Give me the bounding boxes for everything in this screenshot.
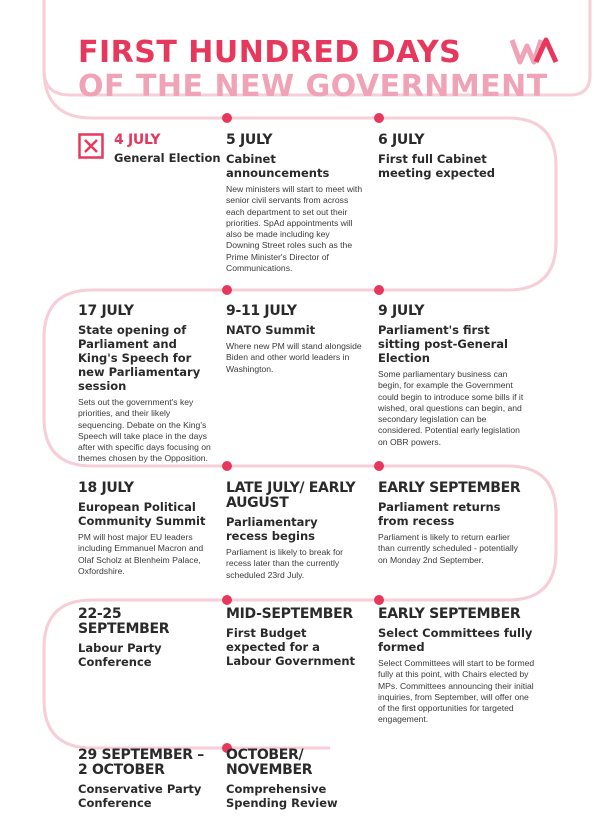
item-heading: First Budget expected for a Labour Government — [226, 626, 356, 668]
item-description: Parliament is likely to break for recess later than the currently scheduled 23rd July. — [226, 547, 344, 580]
item-heading: First full Cabinet meeting expected — [378, 152, 496, 180]
item-date: EARLY SEPTEMBER — [378, 480, 521, 496]
timeline-item-spending-review — [226, 748, 346, 810]
item-date: 29 SEPTEMBER – 2 OCTOBER — [78, 747, 204, 778]
timeline-item-9-july — [378, 304, 526, 448]
item-description: Sets out the government's key priorities, and their likely sequencing. Debate on the King's Speech will take place in the days after with specific days focusing on themes chosen by the Opposition. — [78, 397, 211, 464]
item-description: Select Committees will start to be formed fully at this point, with Chairs elected by MPs. Committees announcing their initial inquiries, from September, will offer one of the first opportunities for targeted engagement. — [378, 658, 535, 725]
item-date: 17 JULY — [78, 303, 134, 319]
item-heading: NATO Summit — [226, 323, 316, 337]
track-dot — [222, 461, 232, 471]
timeline-item-17-july — [78, 304, 218, 465]
track-dot — [374, 595, 384, 605]
track-dot — [374, 461, 384, 471]
timeline-item-18-july — [78, 481, 218, 577]
item-heading: Comprehensive Spending Review — [226, 782, 338, 810]
timeline-item-9-11-july — [226, 304, 362, 375]
timeline-item-conservative-conference — [78, 748, 208, 810]
item-heading: Parliament returns from recess — [378, 500, 501, 528]
track-dot — [374, 113, 384, 123]
item-heading: State opening of Parliament and King's Speech for new Parliamentary session — [78, 323, 201, 393]
item-heading: Select Committees fully formed — [378, 626, 533, 654]
timeline-item-5-july — [226, 133, 364, 274]
item-heading: General Election — [114, 151, 221, 165]
item-date: 22-25 SEPTEMBER — [78, 606, 170, 637]
item-description: Some parliamentary business can begin, for example the Government could begin to introduce some bills if it wished, oral questions can begin, and secondary legislation can be considered. Potential early legislation on OBR powers. — [378, 369, 524, 447]
timeline-item-labour-conference — [78, 607, 178, 669]
item-date: 6 JULY — [378, 132, 425, 148]
track-dot — [222, 285, 232, 295]
item-date: 18 JULY — [78, 480, 134, 496]
timeline-item-mid-september — [226, 607, 366, 668]
item-description: Parliament is likely to return earlier than currently scheduled - potentially on Monday 2nd September. — [378, 532, 518, 565]
track-dot — [222, 113, 232, 123]
item-description: Where new PM will stand alongside Biden and other world leaders in Washington. — [226, 341, 362, 374]
item-heading: Labour Party Conference — [78, 641, 162, 669]
item-date: OCTOBER/ NOVEMBER — [226, 747, 313, 778]
item-date: 9 JULY — [378, 303, 425, 319]
track-dot — [222, 595, 232, 605]
item-date: LATE JULY/ EARLY AUGUST — [226, 480, 356, 511]
item-description: PM will host major EU leaders including Emmanuel Macron and Olaf Scholz at Blenheim Palace, Oxfordshire. — [78, 532, 204, 576]
timeline-item-late-july — [226, 481, 362, 581]
item-heading: Parliamentary recess begins — [226, 515, 318, 543]
page-title-line2: OF THE NEW GOVERNMENT — [78, 69, 548, 104]
wa-logo-icon — [510, 36, 560, 66]
item-heading: Cabinet announcements — [226, 152, 330, 180]
item-heading: Conservative Party Conference — [78, 782, 202, 810]
item-heading: Parliament's first sitting post-General Election — [378, 323, 508, 365]
item-heading: European Political Community Summit — [78, 500, 206, 528]
track-dot — [374, 285, 384, 295]
timeline-item-early-september-return — [378, 481, 526, 566]
timeline-item-6-july — [378, 133, 528, 180]
item-date: EARLY SEPTEMBER — [378, 606, 521, 622]
item-description: New ministers will start to meet with senior civil servants from across each department to set out their priorities. SpAd appointments will also be made including key Downing Street roles such as the Prime Minister's Director of Communications. — [226, 184, 363, 274]
page-title-line1: FIRST HUNDRED DAYS — [78, 35, 462, 70]
item-date: 9-11 JULY — [226, 303, 297, 319]
item-date: 4 JULY — [114, 132, 161, 148]
timeline-item-select-committees — [378, 607, 538, 726]
item-date: MID-SEPTEMBER — [226, 606, 353, 622]
timeline-item-4-july — [114, 133, 224, 165]
ballot-cross-icon — [78, 133, 104, 159]
item-date: 5 JULY — [226, 132, 273, 148]
